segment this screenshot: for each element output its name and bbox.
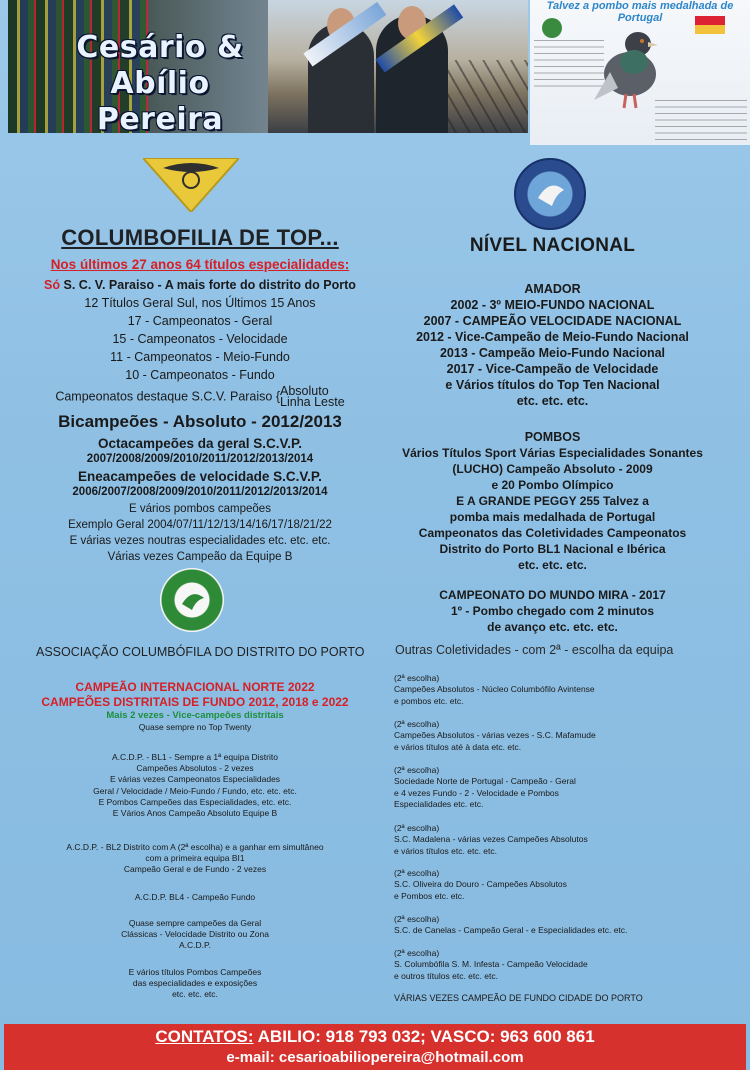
escolha-line: Especialidades etc. etc. bbox=[394, 798, 484, 809]
bl1-line: E Pombos Campeões das Especialidades, etc. etc. bbox=[98, 796, 292, 807]
tail-line: Várias vezes Campeão da Equipe B bbox=[107, 551, 293, 563]
pigeon-icon bbox=[590, 22, 670, 112]
tail-line: E várias vezes noutras especialidades etc. etc. etc. bbox=[69, 535, 331, 547]
geral-line: A.C.D.P. bbox=[179, 940, 211, 951]
bl1-block bbox=[40, 752, 350, 819]
red-title: CAMPEÕES DISTRITAIS DE FUNDO 2012, 2018 e 2022 bbox=[41, 695, 349, 709]
bicampeoes-line: Bicampeões - Absoluto - 2012/2013 bbox=[58, 412, 342, 431]
escolha-line: (2ª escolha) bbox=[394, 765, 440, 775]
destaque-linha-leste: Linha Leste bbox=[280, 395, 345, 409]
escolha-line: S. Columbófila S. M. Infesta - Campeão Velocidade bbox=[394, 959, 588, 970]
amador-line: e Vários títulos do Top Ten Nacional bbox=[445, 378, 660, 392]
right-column bbox=[380, 235, 725, 635]
left-line: 15 - Campeonatos - Velocidade bbox=[112, 332, 288, 346]
escolha-block bbox=[394, 719, 724, 753]
pombos-line: etc. etc. etc. bbox=[518, 558, 587, 572]
tail-line: Exemplo Geral 2004/07/11/12/13/14/16/17/18/21/22 bbox=[68, 519, 332, 531]
bl2-line: A.C.D.P. - BL2 Distrito com A (2ª escolha) e a ganhar em simultâneo bbox=[66, 842, 324, 852]
escolha-line: (2ª escolha) bbox=[394, 914, 440, 924]
geral-line: Clássicas - Velocidade Distrito ou Zona bbox=[121, 929, 269, 940]
nivel-nacional-heading: NÍVEL NACIONAL bbox=[469, 235, 636, 256]
contacts-line bbox=[4, 1027, 746, 1047]
pombos-title: POMBOS bbox=[524, 430, 581, 444]
left-line: 12 Títulos Geral Sul, nos Últimos 15 Anos bbox=[84, 296, 316, 310]
escolha-block bbox=[394, 765, 724, 810]
destaque-absoluto: Absoluto bbox=[280, 384, 329, 398]
columbofilia-heading: COLUMBOFILIA DE TOP... bbox=[61, 225, 339, 250]
mundo-line: de avanço etc. etc. etc. bbox=[487, 620, 618, 634]
escolha-line: Sociedade Norte de Portugal - Campeão - Geral bbox=[394, 776, 576, 787]
destaque-line bbox=[30, 386, 370, 408]
left-line: 17 - Campeonatos - Geral bbox=[127, 314, 273, 328]
mundo-line: CAMPEONATO DO MUNDO MIRA - 2017 bbox=[439, 588, 666, 602]
contact-footer bbox=[4, 1024, 746, 1070]
title-line-2: Pereira bbox=[96, 102, 224, 133]
bl1-line: A.C.D.P. - BL1 - Sempre a 1ª equipa Distrito bbox=[112, 752, 278, 762]
escolha-line: Campeões Absolutos - Núcleo Columbófilo Avintense bbox=[394, 684, 595, 695]
escolha-line: (2ª escolha) bbox=[394, 673, 440, 683]
fundo-cidade-line: VÁRIAS VEZES CAMPEÃO DE FUNDO CIDADE DO PORTO bbox=[394, 993, 643, 1003]
escolha-line: (2ª escolha) bbox=[394, 868, 440, 878]
contacts-phones: ABILIO: 918 793 032; VASCO: 963 600 861 bbox=[257, 1027, 595, 1046]
escolha-block bbox=[394, 823, 724, 857]
sociedade-logo-icon bbox=[143, 158, 239, 212]
national-federation-logo-icon bbox=[514, 158, 586, 230]
escolha-line: e pombos etc. etc. bbox=[394, 695, 464, 706]
escolha-block bbox=[394, 868, 724, 902]
bl1-line: E Vários Anos Campeão Absoluto Equipe B bbox=[112, 808, 278, 819]
email-link[interactable]: e-mail: cesarioabiliopereira@hotmail.com bbox=[226, 1049, 524, 1066]
acdp-logo-icon bbox=[160, 568, 224, 632]
escolha-line: e vários títulos até à data etc. etc. bbox=[394, 741, 522, 752]
green-title: Mais 2 vezes - Vice-campeões distritais bbox=[106, 710, 284, 721]
mini-flag-icon bbox=[695, 16, 725, 34]
pombos-line: e 20 Pombo Olímpico bbox=[491, 478, 614, 492]
tail-line: E vários pombos campeões bbox=[129, 503, 271, 515]
bl1-line: E várias vezes Campeonatos Especialidades bbox=[109, 774, 281, 785]
header-banner-photo bbox=[8, 0, 528, 133]
left-line: 10 - Campeonatos - Fundo bbox=[125, 368, 275, 382]
pombos-line: (LUCHO) Campeão Absoluto - 2009 bbox=[452, 462, 653, 476]
escolha-line: (2ª escolha) bbox=[394, 719, 440, 729]
amador-line: 2017 - Vice-Campeão de Velocidade bbox=[446, 362, 659, 376]
final-line: E vários títulos Pombos Campeões bbox=[128, 967, 262, 977]
pombos-line: Distrito do Porto BL1 Nacional e Ibérica bbox=[439, 542, 666, 556]
bl1-line: Geral / Velocidade / Meio-Fundo / Fundo, etc. etc. etc. bbox=[93, 785, 297, 796]
geral-block bbox=[40, 918, 350, 952]
bl1-line: Campeões Absolutos - 2 vezes bbox=[136, 763, 254, 774]
left-column bbox=[30, 225, 370, 565]
enea-line: Eneacampeões de velocidade S.C.V.P. bbox=[78, 469, 322, 484]
octa-line: Octacampeões da geral S.C.V.P. bbox=[97, 436, 303, 451]
association-name: ASSOCIAÇÃO COLUMBÓFILA DO DISTRITO DO PORTO bbox=[36, 645, 365, 659]
octa-years: 2007/2008/2009/2010/2011/2012/2013/2014 bbox=[86, 453, 314, 465]
escolha-line: S.C. Madalena - várias vezes Campeões Absolutos bbox=[394, 834, 588, 845]
pombos-line: Campeonatos das Coletividades Campeonatos bbox=[418, 526, 687, 540]
title-line-1: Cesário & Abílio bbox=[76, 30, 244, 101]
final-block bbox=[40, 967, 350, 1001]
titles-subheading: Nos últimos 27 anos 64 títulos especialidades: bbox=[50, 257, 350, 272]
mini-badge-icon bbox=[542, 18, 562, 38]
destaque-label: Campeonatos destaque S.C.V. Paraiso { bbox=[55, 389, 281, 404]
bl4-line: A.C.D.P. BL4 - Campeão Fundo bbox=[134, 892, 256, 902]
amador-line: 2013 - Campeão Meio-Fundo Nacional bbox=[439, 346, 666, 360]
escolha-line: e outros títulos etc. etc. etc. bbox=[394, 970, 498, 981]
escolha-line: e vários títulos etc. etc. etc. bbox=[394, 845, 497, 856]
escolha-line: (2ª escolha) bbox=[394, 823, 440, 833]
contacts-label: CONTATOS: bbox=[155, 1027, 254, 1046]
bl2-block bbox=[40, 842, 350, 876]
destaque-options bbox=[280, 386, 345, 408]
escolha-line: S.C. Oliveira do Douro - Campeões Absolutos bbox=[394, 879, 567, 890]
amador-title: AMADOR bbox=[524, 282, 581, 296]
geral-line: Quase sempre campeões da Geral bbox=[128, 918, 262, 928]
pigeon-tagline: Talvez a pombo mais medalhada de Portugal bbox=[546, 0, 734, 24]
escolha-block bbox=[394, 914, 724, 937]
page-title bbox=[30, 30, 290, 133]
escolha-line: Campeões Absolutos - várias vezes - S.C. Mafamude bbox=[394, 730, 596, 741]
left-line: Só S. C. V. Paraiso - A mais forte do distrito do Porto bbox=[44, 278, 356, 292]
red-title: CAMPEÃO INTERNACIONAL NORTE 2022 bbox=[75, 680, 315, 694]
pombos-line: Vários Títulos Sport Várias Especialidades Sonantes bbox=[402, 446, 703, 460]
amador-line: etc. etc. etc. bbox=[516, 394, 589, 408]
top-line: Quase sempre no Top Twenty bbox=[138, 722, 252, 732]
bl2-line: Campeão Geral e de Fundo - 2 vezes bbox=[123, 864, 267, 875]
amador-line: 2007 - CAMPEÃO VELOCIDADE NACIONAL bbox=[423, 314, 682, 328]
mundo-line: 1º - Pombo chegado com 2 minutos bbox=[450, 604, 655, 618]
amador-line: 2002 - 3º MEIO-FUNDO NACIONAL bbox=[450, 298, 655, 312]
left-line-text: S. C. V. Paraiso - A mais forte do distrito do Porto bbox=[63, 278, 356, 292]
escolha-line: (2ª escolha) bbox=[394, 948, 440, 958]
outras-heading: Outras Coletividades - com 2ª - escolha da equipa bbox=[395, 643, 674, 657]
enea-years: 2006/2007/2008/2009/2010/2011/2012/2013/2014 bbox=[72, 486, 328, 498]
association-titles bbox=[40, 680, 350, 733]
amador-line: 2012 - Vice-Campeão de Meio-Fundo Nacional bbox=[416, 330, 689, 344]
escolha-line: e Pombos etc. etc. bbox=[394, 890, 465, 901]
escolha-block bbox=[394, 673, 724, 707]
final-line: etc. etc. etc. bbox=[172, 989, 218, 1000]
escolha-line: S.C. de Canelas - Campeão Geral - e Especialidades etc. etc. bbox=[394, 925, 628, 936]
escolha-line: e 4 vezes Fundo - 2 - Velocidade e Pombos bbox=[394, 787, 559, 798]
bl2-line: com a primeira equipa BI1 bbox=[145, 853, 245, 864]
pombos-line: E A GRANDE PEGGY 255 Talvez a bbox=[456, 494, 649, 508]
pombos-line: pomba mais medalhada de Portugal bbox=[449, 510, 656, 524]
escolha-block bbox=[394, 948, 724, 982]
left-line: 11 - Campeonatos - Meio-Fundo bbox=[110, 350, 290, 364]
final-line: das especialidades e exposições bbox=[132, 978, 258, 989]
